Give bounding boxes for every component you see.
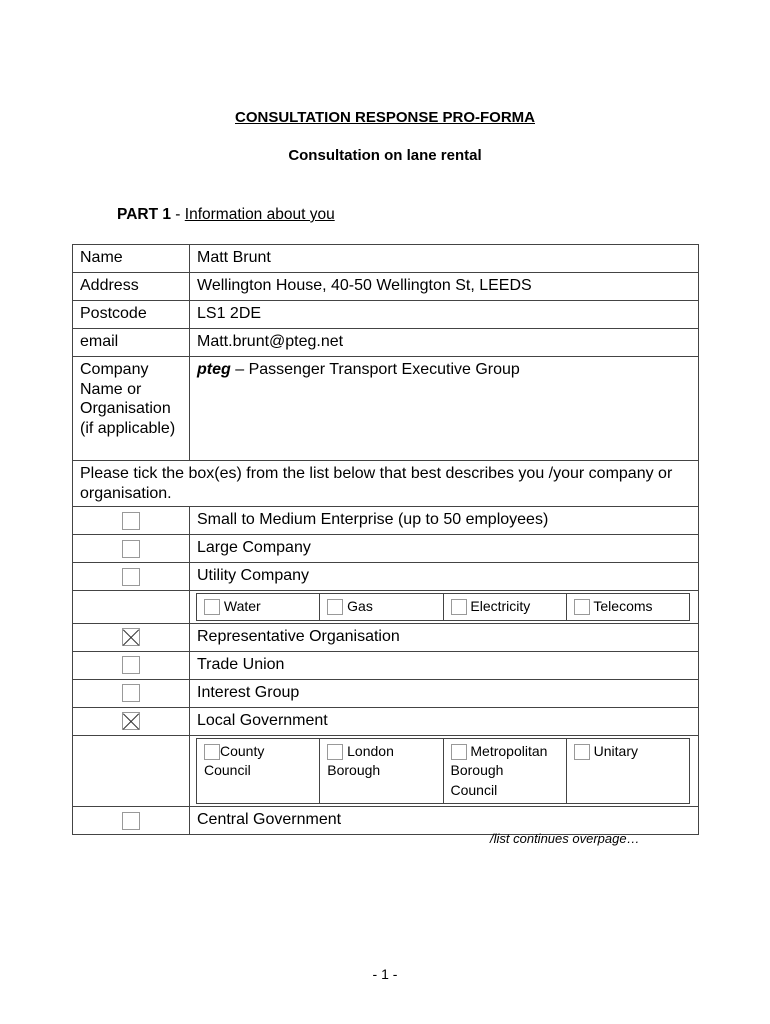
- option-row-trade-union: [73, 651, 699, 679]
- localgov-subtypes-row: [73, 735, 699, 807]
- checkbox-metropolitan-borough-council[interactable]: [451, 744, 467, 760]
- localgov-subtypes-table: [196, 738, 690, 805]
- option-label-trade-union: Trade Union: [190, 651, 699, 679]
- checkbox-telecoms[interactable]: [574, 599, 590, 615]
- company-value-rest: – Passenger Transport Executive Group: [230, 361, 520, 378]
- postcode-row: [73, 301, 699, 329]
- option-label-central-government: Central Government: [190, 807, 699, 835]
- checkbox-london-borough[interactable]: [327, 744, 343, 760]
- name-row: [73, 245, 699, 273]
- checkbox-sme[interactable]: [122, 512, 140, 530]
- option-row-interest-group: [73, 679, 699, 707]
- list-continues-note: /list continues overpage…: [490, 831, 640, 846]
- checkbox-electricity[interactable]: [451, 599, 467, 615]
- email-value[interactable]: Matt.brunt@pteg.net: [190, 329, 699, 357]
- utility-gas: Gas: [320, 594, 443, 621]
- checkbox-central-government[interactable]: [122, 812, 140, 830]
- name-label: Name: [73, 245, 190, 273]
- postcode-value[interactable]: LS1 2DE: [190, 301, 699, 329]
- checkbox-large-company[interactable]: [122, 540, 140, 558]
- option-row-large-company: [73, 535, 699, 563]
- utility-subtypes-row: [73, 591, 699, 624]
- instructions-text: Please tick the box(es) from the list below that best describes you /your company or organisation.: [73, 461, 699, 507]
- checkbox-interest-group[interactable]: [122, 684, 140, 702]
- checkbox-trade-union[interactable]: [122, 656, 140, 674]
- option-row-local-government: [73, 707, 699, 735]
- localgov-london-borough: London Borough: [320, 738, 443, 804]
- option-row-representative-organisation: [73, 623, 699, 651]
- localgov-metropolitan-borough-council: Metropolitan Borough Council: [443, 738, 566, 804]
- checkbox-representative-organisation[interactable]: [122, 628, 140, 646]
- option-label-sme: Small to Medium Enterprise (up to 50 employees): [190, 507, 699, 535]
- response-form-table: [72, 244, 699, 835]
- option-row-sme: [73, 507, 699, 535]
- address-row: [73, 273, 699, 301]
- option-row-utility-company: [73, 563, 699, 591]
- company-value[interactable]: [190, 357, 699, 461]
- part-heading: [117, 206, 335, 224]
- part-heading-text: Information about you: [184, 206, 335, 223]
- option-label-large-company: Large Company: [190, 535, 699, 563]
- company-label: Company Name or Organisation (if applicable): [73, 357, 190, 461]
- utility-electricity: Electricity: [443, 594, 566, 621]
- utility-subtypes-table: [196, 593, 690, 621]
- document-title: CONSULTATION RESPONSE PRO-FORMA: [235, 109, 535, 126]
- address-value[interactable]: Wellington House, 40-50 Wellington St, LEEDS: [190, 273, 699, 301]
- instructions-row: [73, 461, 699, 507]
- company-row: [73, 357, 699, 461]
- option-label-utility-company: Utility Company: [190, 563, 699, 591]
- localgov-unitary: Unitary: [566, 738, 689, 804]
- checkbox-county-council[interactable]: [204, 744, 220, 760]
- checkbox-utility-company[interactable]: [122, 568, 140, 586]
- utility-water: Water: [197, 594, 320, 621]
- page-number: - 1 -: [372, 966, 398, 982]
- part-label: PART 1: [117, 206, 171, 223]
- option-label-representative-organisation: Representative Organisation: [190, 623, 699, 651]
- option-label-local-government: Local Government: [190, 707, 699, 735]
- checkbox-gas[interactable]: [327, 599, 343, 615]
- checkbox-unitary[interactable]: [574, 744, 590, 760]
- postcode-label: Postcode: [73, 301, 190, 329]
- checkbox-local-government[interactable]: [122, 712, 140, 730]
- address-label: Address: [73, 273, 190, 301]
- email-row: [73, 329, 699, 357]
- company-value-bold: pteg: [197, 361, 231, 378]
- email-label: email: [73, 329, 190, 357]
- document-subtitle: Consultation on lane rental: [288, 147, 482, 164]
- checkbox-water[interactable]: [204, 599, 220, 615]
- option-label-interest-group: Interest Group: [190, 679, 699, 707]
- name-value[interactable]: Matt Brunt: [190, 245, 699, 273]
- part-separator: -: [170, 206, 185, 223]
- localgov-county-council: County Council: [197, 738, 320, 804]
- utility-telecoms: Telecoms: [566, 594, 689, 621]
